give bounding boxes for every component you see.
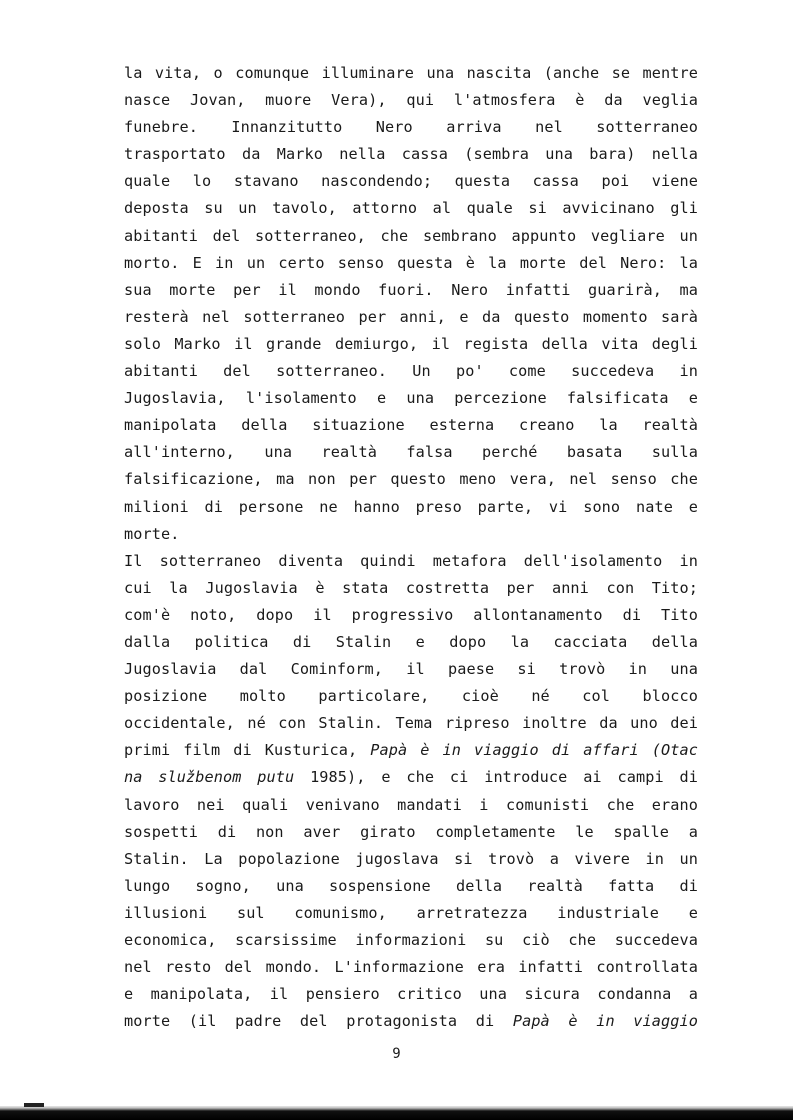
text-line	[124, 168, 698, 195]
text-line	[124, 792, 698, 819]
text-line	[124, 846, 698, 873]
text-run: sospetti di non aver girato completamente le spalle a	[124, 822, 698, 841]
text-line	[124, 548, 698, 575]
text-line	[124, 1008, 698, 1035]
text-line	[124, 277, 698, 304]
text-run: Il sotterraneo diventa quindi metafora dell'isolamento in	[124, 551, 698, 570]
text-line	[124, 521, 698, 548]
text-line	[124, 819, 698, 846]
text-line	[124, 385, 698, 412]
scan-edge-mark	[24, 1103, 44, 1107]
text-run: economica, scarsissime informazioni su ciò che succedeva	[124, 931, 698, 949]
text-line	[124, 412, 698, 439]
italic-title: (Otac	[651, 741, 698, 760]
text-run: funebre. Innanzitutto Nero arriva nel sotterraneo	[124, 118, 698, 137]
text-line	[124, 494, 698, 521]
text-run: manipolata della situazione esterna creano la realtà	[124, 416, 698, 435]
text-line	[124, 927, 698, 954]
text-line	[124, 87, 698, 114]
text-line	[124, 195, 698, 222]
text-line	[124, 710, 698, 737]
text-line	[124, 223, 698, 250]
text-run: all'interno, una realtà falsa perché basata sulla	[124, 443, 698, 462]
text-run: lungo sogno, una sospensione della realtà fatta di	[124, 876, 698, 895]
text-line	[124, 764, 698, 791]
text-line	[124, 900, 698, 927]
text-run: illusioni sul comunismo, arretratezza industriale e	[124, 903, 698, 922]
text-line	[124, 439, 698, 466]
page-number: 9	[392, 1046, 401, 1062]
text-line	[124, 141, 698, 168]
text-line	[124, 981, 698, 1008]
text-run: dalla politica di Stalin e dopo la cacciata della	[124, 632, 698, 651]
text-run: cui la Jugoslavia è stata costretta per anni con Tito;	[124, 578, 698, 597]
text-line	[124, 575, 698, 602]
text-run: deposta su un tavolo, attorno al quale si avvicinano gli	[124, 199, 698, 218]
text-run: morto. E in un certo senso questa è la morte del Nero: la	[124, 253, 698, 272]
text-run: abitanti del sotterraneo, che sembrano appunto vegliare un	[124, 226, 698, 245]
text-run: com'è noto, dopo il progressivo allontanamento di Tito	[124, 605, 698, 624]
text-line	[124, 629, 698, 656]
text-run: milioni di persone ne hanno preso parte, vi sono nate e	[124, 497, 698, 516]
text-run: Jugoslavia dal Cominform, il paese si trovò in una	[124, 660, 698, 679]
text-run: sua morte per il mondo fuori. Nero infatti guarirà, ma	[124, 280, 698, 299]
text-line	[124, 114, 698, 141]
text-line	[124, 602, 698, 629]
text-run: solo Marko il grande demiurgo, il regista della vita degli	[124, 334, 698, 353]
text-run: abitanti del sotterraneo. Un po' come succedeva in	[124, 362, 698, 381]
text-line	[124, 656, 698, 683]
italic-title: na službenom putu	[124, 768, 295, 787]
text-run: Stalin. La popolazione jugoslava si trovò a vivere in un	[124, 849, 698, 868]
text-run: morte.	[124, 524, 180, 543]
text-line	[124, 358, 698, 385]
text-run: lavoro nei quali venivano mandati i comunisti che erano	[124, 795, 698, 814]
text-run: nel resto del mondo. L'informazione era infatti controllata	[124, 958, 698, 977]
text-run: Jugoslavia, l'isolamento e una percezione falsificata e	[124, 389, 698, 408]
text-line	[124, 466, 698, 493]
text-run: resterà nel sotterraneo per anni, e da questo momento sarà	[124, 307, 698, 326]
text-line	[124, 60, 698, 87]
text-line	[124, 683, 698, 710]
text-run: la vita, o comunque illuminare una nascita (anche se mentre	[124, 64, 698, 82]
text-run: primi film di Kusturica,	[124, 741, 371, 760]
text-run: morte (il padre del protagonista di	[124, 1012, 513, 1031]
text-run: posizione molto particolare, cioè né col blocco	[124, 687, 698, 706]
text-line	[124, 304, 698, 331]
text-line	[124, 737, 698, 764]
scan-bottom-edge	[0, 1106, 793, 1120]
body-text	[124, 60, 698, 1035]
text-run: nasce Jovan, muore Vera), qui l'atmosfera è da veglia	[124, 91, 698, 110]
text-run: 1985), e che ci introduce ai campi di	[294, 768, 698, 787]
text-line	[124, 954, 698, 981]
text-run: occidentale, né con Stalin. Tema ripreso inoltre da uno dei	[124, 714, 698, 733]
text-line	[124, 873, 698, 900]
italic-title: Papà è in viaggio	[512, 1012, 698, 1031]
italic-title: Papà è in viaggio di affari	[370, 741, 639, 760]
text-run: falsificazione, ma non per questo meno vera, nel senso che	[124, 470, 698, 489]
text-run: e manipolata, il pensiero critico una sicura condanna a	[124, 985, 698, 1004]
text-run: quale lo stavano nascondendo; questa cassa poi viene	[124, 172, 698, 191]
text-run	[639, 741, 652, 759]
text-line	[124, 331, 698, 358]
text-line	[124, 250, 698, 277]
text-run: trasportato da Marko nella cassa (sembra una bara) nella	[124, 145, 698, 164]
